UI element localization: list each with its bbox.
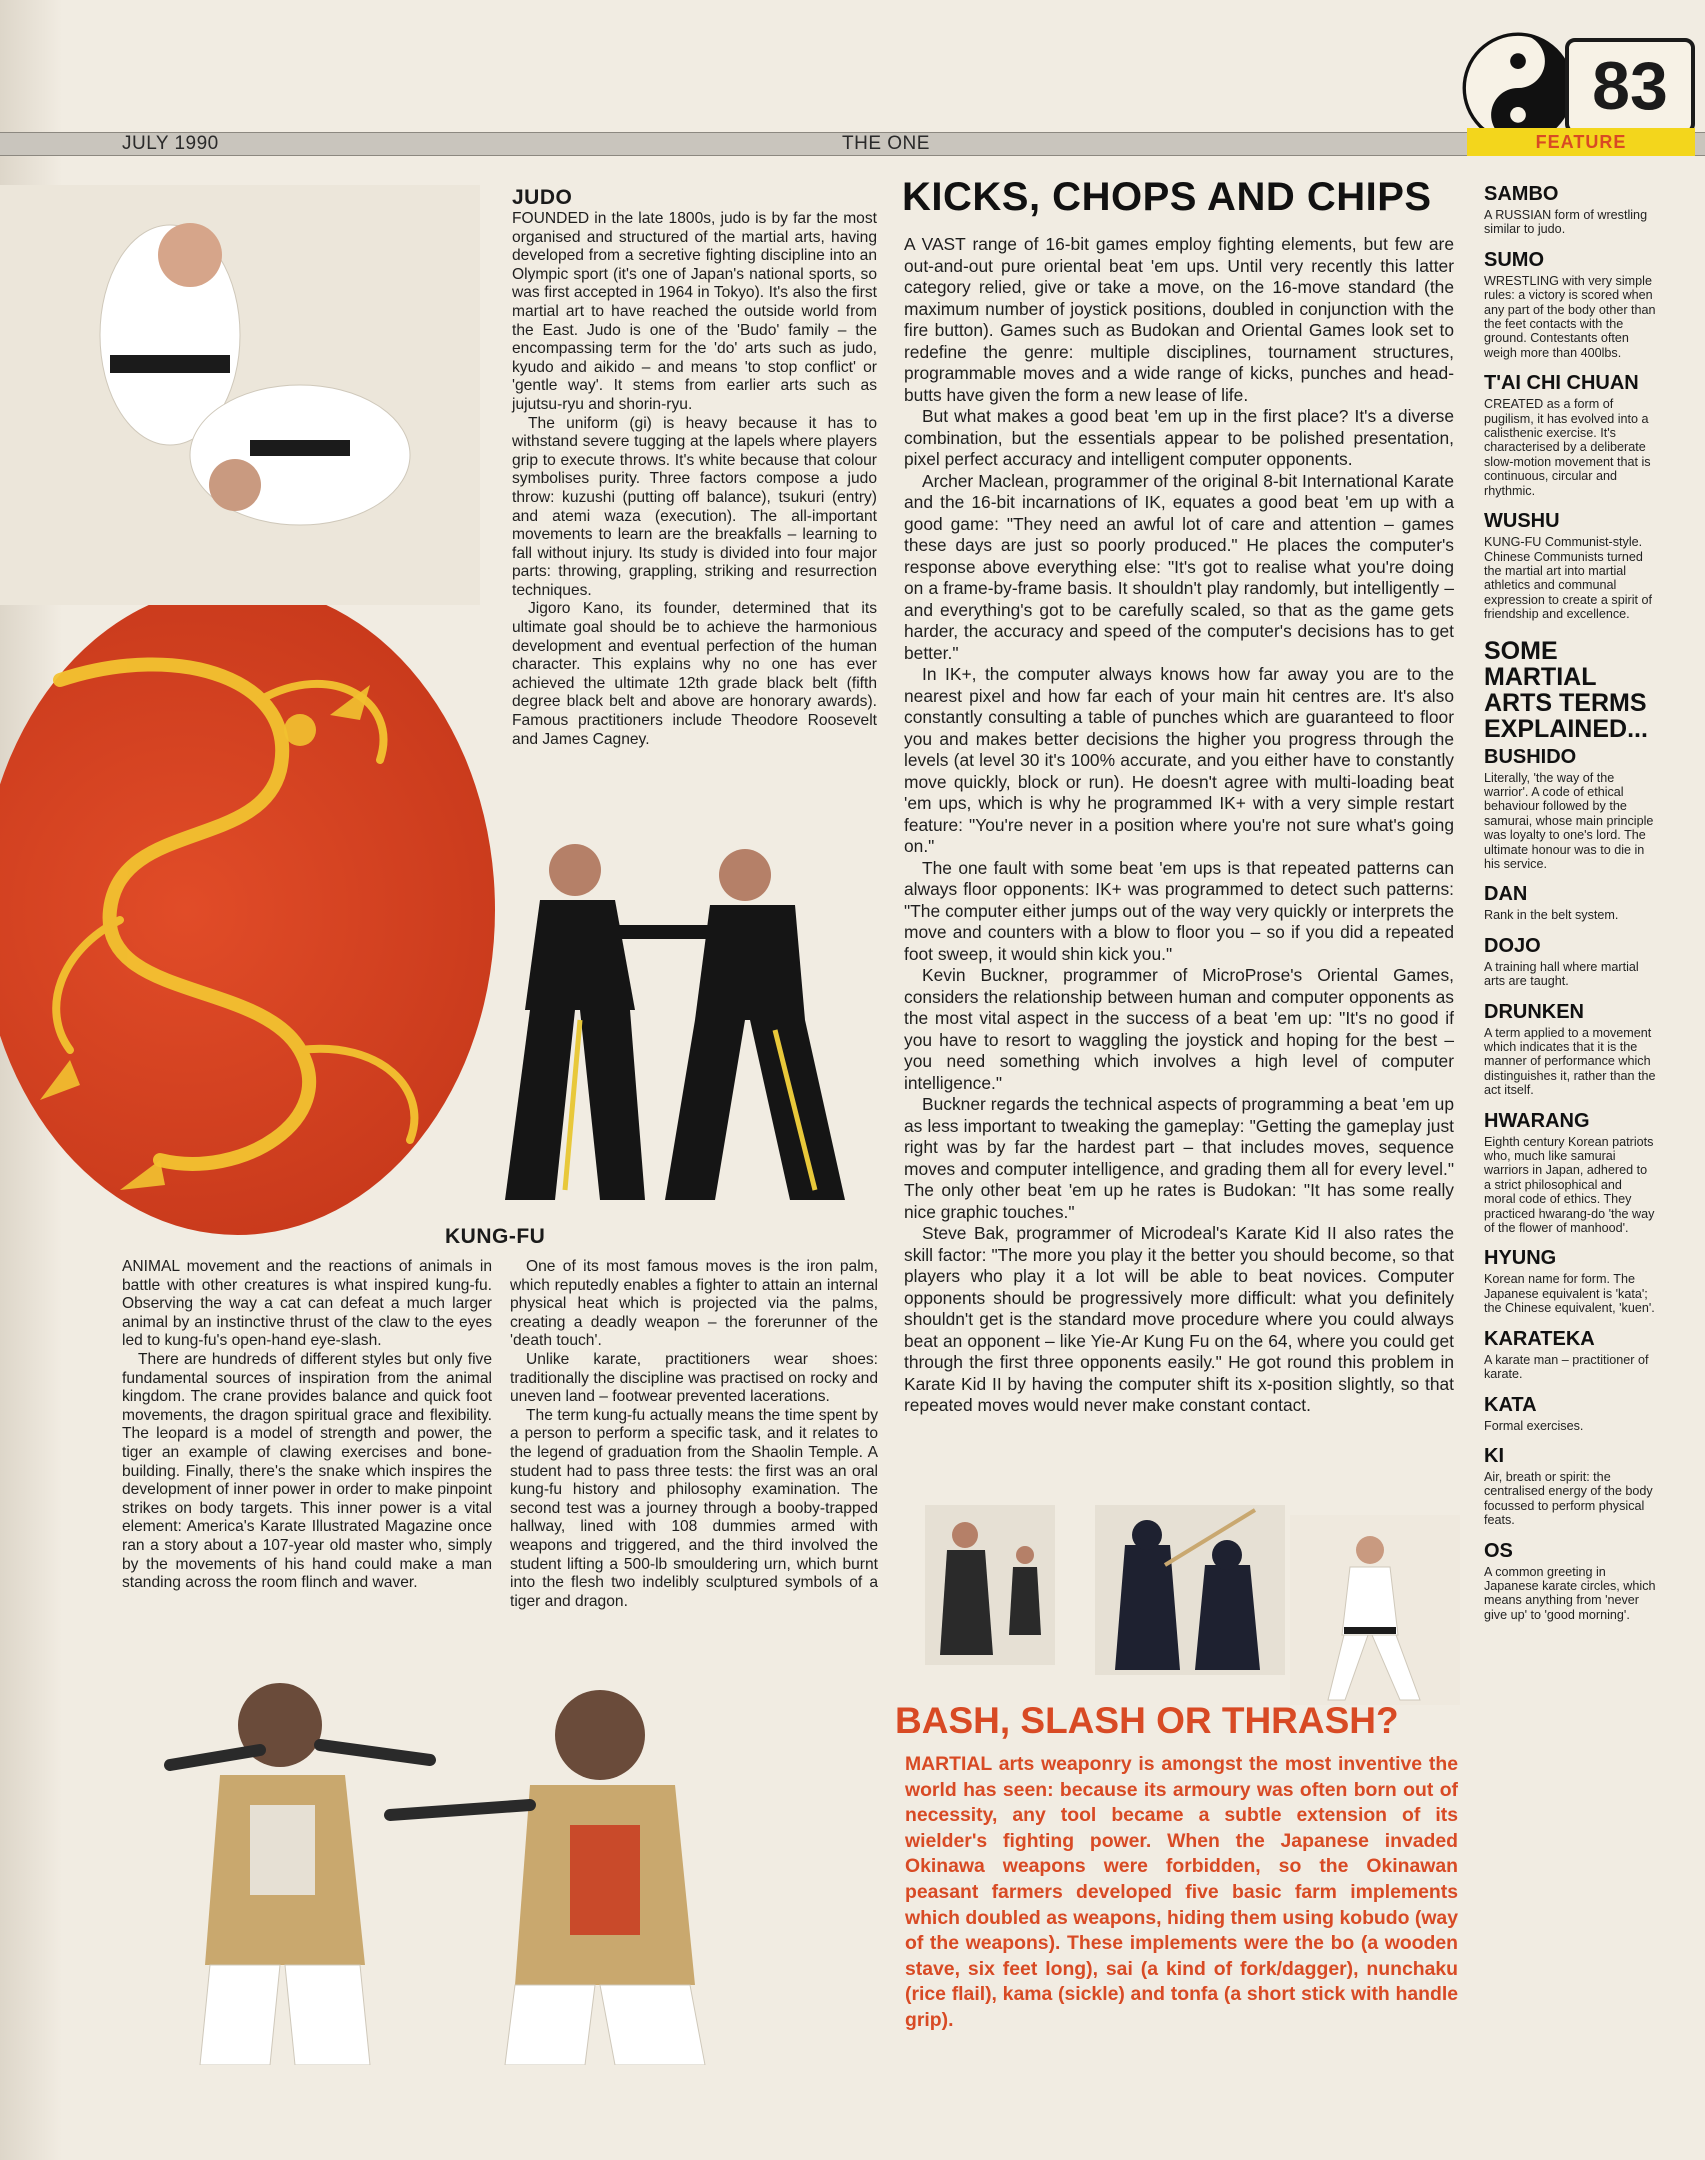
judo-heading: JUDO bbox=[512, 186, 573, 209]
glossary-term: DAN bbox=[1484, 883, 1528, 906]
main-headline: KICKS, CHOPS AND CHIPS bbox=[902, 175, 1432, 219]
article-paragraph: Archer Maclean, programmer of the original 8-bit International Karate and the 16-bit incarnations of IK, equates a good beat 'em up with a good game: "They need an awful lot of care and attention – games these days are just so poorly produced." He places the computer's response above everything else: "It's got to realise what you're doing on a frame-by-frame basis. It shouldn't play randomly, but intelligently – and everything's got to be carefully scaled, so that as the game gets harder, the accuracy and speed of the computer's decisions has to get better." bbox=[904, 470, 1454, 663]
article-paragraph: In IK+, the computer always knows how far away you are to the nearest pixel and how far each of your main hit centres are. It's also constantly consulting a table of punches which are guaranteed to floor you and makes better decisions the higher you progress through the levels (at level 30 it's 100% accurate, and you either have to constantly move quickly, block or run). He doesn't agree with multi-loading beat 'em ups, which is why he programmed IK+ with a very simple restart feature: "You're never in a position where you're not sure what's going on." bbox=[904, 664, 1454, 856]
glossary-term: WUSHU bbox=[1484, 510, 1560, 533]
glossary-definition: KUNG-FU Communist-style. Chinese Communists turned the martial art into martial athletics and communal expression to create a spirit of friendship and excellence. bbox=[1484, 535, 1652, 622]
glossary-definition: A karate man – practitioner of karate. bbox=[1484, 1352, 1649, 1382]
main-article-body bbox=[904, 234, 1454, 1417]
kung-fu-paragraph: One of its most famous moves is the iron palm, which reputedly enables a fighter to attain an internal physical heat which is projected via the palms, creating a deadly weapon – the forerunner of the 'death touch'. bbox=[510, 1258, 878, 1350]
glossary-definition: WRESTLING with very simple rules: a victory is scored when any part of the body other than the feet contacts with the ground. Contestants often weigh more than 400lbs. bbox=[1484, 273, 1656, 360]
judo-paragraph: FOUNDED in the late 1800s, judo is by far the most organised and structured of the martial arts, having developed from a secretive fighting discipline into an Olympic sport (it's one of Japan's national sports, so was first accepted in 1964 in Tokyo). It's also the first martial art to have reached the outside world from the East. Judo is one of the 'Budo' family – the encompassing term for the 'do' arts such as judo, kyudo and aikido – and means 'to stop conflict' or 'gentle way'. It stems from earlier arts such as jujutsu-ryu and shorin-ryu. bbox=[512, 210, 877, 413]
glossary-definition: Korean name for form. The Japanese equivalent is 'kata'; the Chinese equivalent, 'kuen'. bbox=[1484, 1272, 1655, 1316]
glossary-definition: A training hall where martial arts are taught. bbox=[1484, 959, 1639, 989]
glossary-definition: A common greeting in Japanese karate circles, which means anything from 'never give up' to 'good morning'. bbox=[1484, 1564, 1656, 1622]
kung-fu-paragraph: ANIMAL movement and the reactions of animals in battle with other creatures is what inspired kung-fu. Observing the way a cat can defeat a much larger animal by an instinctive thrust of the claw to the eyes led to kung-fu's open-hand eye-slash. bbox=[122, 1258, 492, 1350]
glossary-definition: Rank in the belt system. bbox=[1484, 908, 1619, 923]
article-paragraph: Steve Bak, programmer of Microdeal's Karate Kid II also rates the skill factor: "The more you play it the better you should become, so that players who play it a lot will be able to beat novices. Computer opponents should be progressively more difficult: what you definitely shouldn't get is the standard move procedure where you could always beat an opponent – like Yie-Ar Kung Fu on the 64, where you could get through the first three opponents easily." He got round this problem in Karate Kid II by having the computer shift its x-position slightly, so that repeated moves would never make constant contact. bbox=[904, 1223, 1454, 1415]
magazine-name: THE ONE bbox=[842, 133, 930, 154]
glossary-sidebar bbox=[1484, 183, 1656, 1622]
samurai-photo bbox=[925, 1505, 1055, 1665]
kung-fu-fighters-photo bbox=[445, 830, 905, 1210]
judo-article bbox=[512, 186, 877, 749]
article-paragraph: Kevin Buckner, programmer of MicroProse's Oriental Games, considers the relationship between human and computer opponents as the most vital aspect in the success of a beat 'em up: "It's no good if you have to resort to waggling the joystick and hoping for the best – you need something which involves a high level of computer intelligence." bbox=[904, 965, 1454, 1093]
glossary-definition: A RUSSIAN form of wrestling similar to judo. bbox=[1484, 208, 1648, 237]
article-paragraph: But what makes a good beat 'em up in the first place? It's a diverse combination, but the essentials appear to be polished presentation, pixel perfect accuracy and intelligent computer opponents. bbox=[904, 406, 1454, 469]
weapons-sparring-photo bbox=[130, 1665, 870, 2065]
weapons-body: MARTIAL arts weaponry is amongst the most inventive the world has seen: because its armoury was often born out of necessity, any tool became a subtle extension of its wielder's fighting power. When the Japanese invaded Okinawa weapons were forbidden, so the Okinawan peasant farmers developed five basic farm implements which doubled as weapons, hiding them using kobudo (way of the weapons). These implements were the bo (a wooden stave, six feet long), sai (a kind of fork/dagger), nunchaku (rice flail), kama (sickle) and tonfa (a short stick with handle grip). bbox=[905, 1753, 1458, 2031]
glossary-section-title: SOME MARTIAL ARTS TERMS EXPLAINED... bbox=[1484, 636, 1648, 743]
karate-photo bbox=[1290, 1515, 1460, 1705]
glossary-definition: Air, breath or spirit: the centralised energy of the body focussed to perform physical feats. bbox=[1484, 1469, 1653, 1528]
glossary-term: DOJO bbox=[1484, 934, 1541, 957]
glossary-term: DRUNKEN bbox=[1484, 1000, 1584, 1023]
glossary-term: KARATEKA bbox=[1484, 1327, 1595, 1350]
glossary-term: BUSHIDO bbox=[1484, 745, 1577, 768]
glossary-term: SUMO bbox=[1484, 248, 1544, 271]
judo-throw-photo bbox=[0, 185, 480, 605]
glossary-definition: A term applied to a movement which indicates that it is the manner of performance which distinguishes it, rather than the act itself. bbox=[1484, 1025, 1656, 1098]
article-paragraph: Buckner regards the technical aspects of programming a beat 'em up as less important to tweaking the gameplay: "Getting the gameplay just right was by far the hardest part – that includes moves, sequence moves and computer intelligence, and grading them all for every level." The only other beat 'em up he rates is Budokan: "It has some really nice graphic touches." bbox=[904, 1094, 1454, 1222]
dragon-illustration bbox=[0, 620, 470, 1220]
judo-paragraph: Jigoro Kano, its founder, determined that its ultimate goal should be to achieve the harmonious development and eventual perfection of the human character. This explains why no one has ever achieved the ultimate 12th grade black belt (fifth degree black belt and above are honorary awards). Famous practitioners include Theodore Roosevelt and James Cagney. bbox=[512, 600, 877, 748]
kung-fu-column-1 bbox=[122, 1258, 492, 1593]
kung-fu-heading: KUNG-FU bbox=[445, 1225, 546, 1248]
glossary-term: KI bbox=[1484, 1444, 1504, 1467]
glossary-term: T'AI CHI CHUAN bbox=[1484, 372, 1639, 395]
kung-fu-paragraph: Unlike karate, practitioners wear shoes: traditionally the discipline was practised on rocky and uneven land – footwear prevented lacerations. bbox=[510, 1350, 878, 1406]
glossary-term: HYUNG bbox=[1484, 1247, 1557, 1270]
judo-paragraph: The uniform (gi) is heavy because it has to withstand severe tugging at the lapels where players grip to execute throws. It's white because that colour symbolises purity. Three factors compose a judo throw: kuzushi (putting off balance), tsukuri (entry) and atemi waza (execution). The all-important movements to learn are the breakfalls – learning to fall without injury. Its study is divided into four major parts: throwing, grappling, striking and resurrection techniques. bbox=[512, 414, 877, 599]
glossary-term: OS bbox=[1484, 1539, 1513, 1562]
article-paragraph: A VAST range of 16-bit games employ fighting elements, but few are out-and-out pure oriental beat 'em ups. Until very recently this latter category relied, give or take a move, on the 16-move standard (the maximum number of joystick positions, doubled in conjunction with the fire button). Games such as Budokan and Oriental Games look set to redefine the genre: multiple disciplines, tournament structures, programmable moves and a wide range of kicks, punches and head-butts have given the form a new lease of life. bbox=[904, 234, 1454, 405]
glossary-definition: Formal exercises. bbox=[1484, 1418, 1584, 1433]
kendo-photo bbox=[1095, 1505, 1285, 1675]
page-number: 83 bbox=[1565, 38, 1695, 134]
glossary-term: HWARANG bbox=[1484, 1109, 1590, 1132]
glossary-definition: Eighth century Korean patriots who, much like samurai warriors in Japan, adhered to a strict philosophical and moral code of ethics. They practiced hwarang-do 'the way of the flower of manhood'. bbox=[1484, 1134, 1655, 1236]
glossary-term: SAMBO bbox=[1484, 183, 1559, 205]
kung-fu-paragraph: There are hundreds of different styles but only five fundamental sources of inspiration from the animal kingdom. The crane provides balance and quick foot movements, the dragon spiritual grace and flexibility. The leopard is a model of strength and power, the tiger an example of clawing exercises and bone-building. Finally, there's the snake which inspires the development of inner power in order to make pinpoint strikes on body targets. This inner power is a vital element: America's Karate Illustrated Magazine once ran a story about a 107-year old master who, simply by the movements of his hand could make a man standing across the room flinch and waver. bbox=[122, 1350, 492, 1592]
article-paragraph: The one fault with some beat 'em ups is that repeated patterns can always floor opponents: IK+ was programmed to detect such patterns: "The computer either jumps out of the way very quickly or interprets the move and counters with a blow to floor you – so if you did a repeated foot sweep, it would shin kick you." bbox=[904, 857, 1454, 964]
glossary-definition: CREATED as a form of pugilism, it has evolved into a calisthenic exercise. It's characterised by a deliberate slow-motion movement that is continuous, circular and rhythmic. bbox=[1484, 397, 1651, 498]
kung-fu-paragraph: The term kung-fu actually means the time spent by a person to perform a specific task, and it relates to the legend of graduation from the Shaolin Temple. A student had to pass three tests: the first was an oral kung-fu history and philosophy examination. The second test was a journey through a booby-trapped hallway, lined with 108 dummies armed with weapons and triggered, and the third involved the student lifting a 500-lb smouldering urn, which burnt into the flesh two indelibly sculptured symbols of a tiger and dragon. bbox=[510, 1406, 878, 1610]
section-tag: FEATURE bbox=[1467, 128, 1695, 156]
glossary-definition: Literally, 'the way of the warrior'. A code of ethical behaviour followed by the samurai, whose main principle was loyalty to one's lord. The ultimate honour was to die in his service. bbox=[1484, 770, 1654, 871]
glossary-term: KATA bbox=[1484, 1393, 1537, 1416]
issue-date: JULY 1990 bbox=[122, 133, 219, 154]
kung-fu-column-2 bbox=[510, 1258, 878, 1611]
weapons-headline: BASH, SLASH OR THRASH? bbox=[895, 1700, 1399, 1741]
